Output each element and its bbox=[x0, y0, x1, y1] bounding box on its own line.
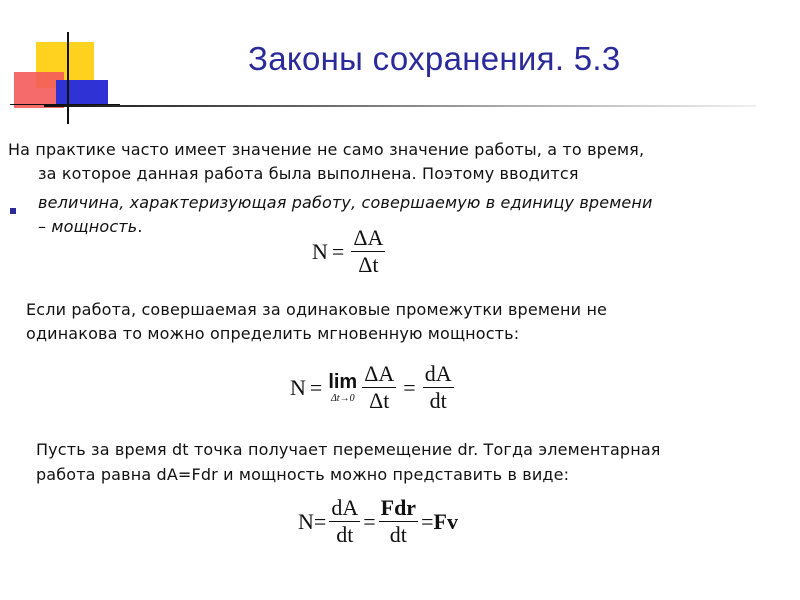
formula-2-equals-1: = bbox=[309, 374, 323, 400]
formula-2-numerator-1: ΔA bbox=[364, 361, 395, 386]
formula-2-limit bbox=[328, 371, 357, 405]
formula-2-numerator-2: dA bbox=[424, 361, 452, 386]
formula-3-denominator-2: dt bbox=[389, 522, 407, 547]
formula-1-fraction bbox=[351, 226, 385, 277]
formula-1-numerator: ΔA bbox=[353, 225, 384, 250]
formula-3-fraction-2 bbox=[379, 496, 418, 547]
formula-2-lim-subscript: Δt→0 bbox=[330, 392, 355, 404]
formula-2-lim-text: lim bbox=[328, 370, 358, 393]
formula-3-denominator-1: dt bbox=[336, 522, 354, 547]
paragraph-1-line-1: На практике часто имеет значение не само значение работы, а то время, bbox=[8, 140, 645, 159]
paragraph-3-line-2: работа равна dA=Fdr и мощность можно представить в виде: bbox=[36, 465, 570, 484]
paragraph-1-line-2: за которое данная работа была выполнена. Поэтому вводится bbox=[38, 164, 579, 183]
formula-2-fraction-2 bbox=[423, 362, 454, 413]
formula-3-numerator-1: dA bbox=[331, 495, 359, 520]
formula-1-denominator: Δt bbox=[358, 252, 379, 277]
bullet-line-2 bbox=[38, 215, 143, 239]
formula-3-lhs: N bbox=[298, 508, 314, 534]
title-underline bbox=[44, 105, 756, 107]
logo-blue-square bbox=[56, 80, 108, 106]
formula-power-definition bbox=[312, 226, 388, 277]
bullet-line-1: величина, характеризующая работу, совершаемую в единицу времени bbox=[38, 193, 653, 212]
formula-3-equals-1: = bbox=[313, 508, 327, 534]
formula-1-equals: = bbox=[331, 238, 345, 264]
formula-3-equals-3: = bbox=[421, 508, 434, 534]
formula-2-equals-2: = bbox=[403, 374, 416, 400]
formula-2-denominator-1: Δt bbox=[369, 388, 390, 413]
formula-3-fraction-1 bbox=[329, 496, 360, 547]
formula-3-equals-2: = bbox=[363, 508, 376, 534]
page-title: Законы сохранения. 5.3 bbox=[248, 40, 621, 77]
formula-power-force-velocity bbox=[298, 496, 458, 547]
formula-3-numerator-2: Fdr bbox=[380, 495, 417, 520]
bullet-line-2-italic: – мощность bbox=[38, 217, 138, 236]
formula-2-denominator-2: dt bbox=[429, 388, 447, 413]
formula-1-lhs: N bbox=[312, 238, 328, 264]
paragraph-2-line-2: одинакова то можно определить мгновенную мощность: bbox=[26, 324, 520, 343]
formula-2-lhs: N bbox=[290, 374, 306, 400]
formula-3-rhs: Fv bbox=[433, 508, 458, 534]
paragraph-3-line-1: Пусть за время dt точка получает перемещение dr. Тогда элементарная bbox=[36, 440, 661, 459]
bullet-line-2-end: . bbox=[137, 217, 143, 236]
bullet-marker bbox=[10, 208, 16, 214]
logo-vertical-line bbox=[67, 32, 69, 124]
paragraph-2-line-1: Если работа, совершаемая за одинаковые промежутки времени не bbox=[26, 300, 608, 319]
formula-2-fraction-1 bbox=[362, 362, 396, 413]
formula-instantaneous-power bbox=[290, 362, 457, 413]
